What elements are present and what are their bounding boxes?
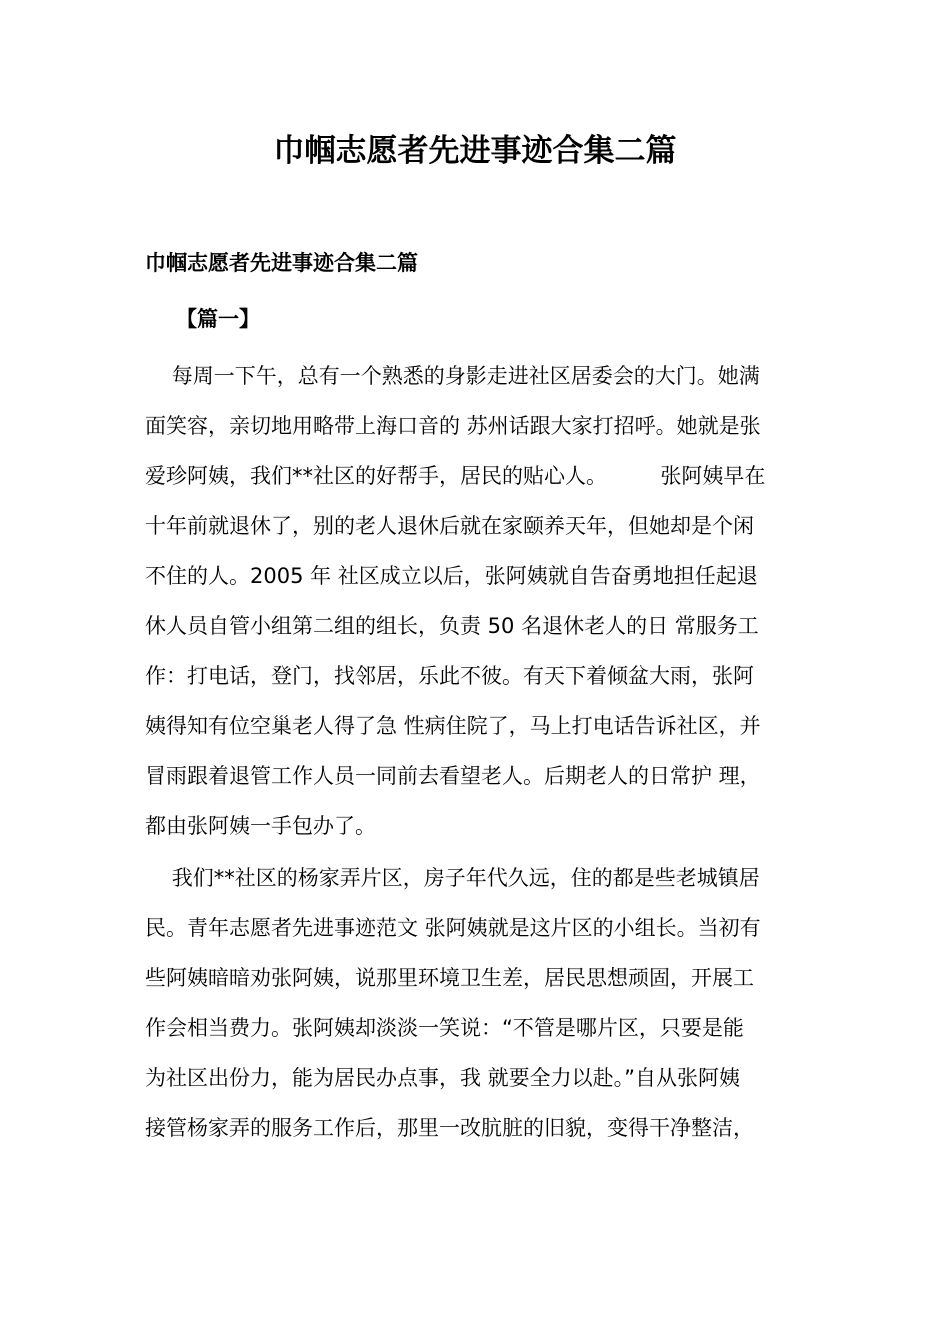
document-subtitle: 巾帼志愿者先进事迹合集二篇 bbox=[145, 251, 418, 275]
paragraph-line: 都由张阿姨一手包办了。 bbox=[145, 814, 376, 838]
paragraph-line: 作：打电话，登门，找邻居，乐此不彼。有天下着倾盆大雨，张阿 bbox=[145, 664, 754, 688]
paragraph-line: 十年前就退休了，别的老人退休后就在家颐养天年，但她却是个闲 bbox=[145, 514, 754, 538]
paragraph-line: 冒雨跟着退管工作人员一同前去看望老人。后期老人的日常护 理， bbox=[145, 764, 761, 788]
section-label: 【篇一】 bbox=[176, 307, 260, 331]
paragraph-line: 休人员自管小组第二组的组长，负责 50 名退休老人的日 常服务工 bbox=[145, 614, 759, 638]
paragraph-line: 为社区出份力，能为居民办点事，我 就要全力以赴。”自从张阿姨 bbox=[145, 1066, 741, 1090]
paragraph-line: 民。青年志愿者先进事迹范文 张阿姨就是这片区的小组长。当初有 bbox=[145, 916, 761, 940]
paragraph-line: 每周一下午，总有一个熟悉的身影走进社区居委会的大门。她满 bbox=[145, 364, 760, 388]
paragraph-line: 爱珍阿姨，我们**社区的好帮手，居民的贴心人。 张阿姨早在 bbox=[145, 464, 766, 488]
document-title: 巾帼志愿者先进事迹合集二篇 bbox=[273, 133, 677, 169]
paragraph-1 bbox=[145, 351, 805, 851]
paragraph-line: 不住的人。2005 年 社区成立以后，张阿姨就自告奋勇地担任起退 bbox=[145, 564, 758, 588]
paragraph-line: 面笑容，亲切地用略带上海口音的 苏州话跟大家打招呼。她就是张 bbox=[145, 414, 761, 438]
paragraph-line: 作会相当费力。张阿姨却淡淡一笑说：“不管是哪片区，只要是能 bbox=[145, 1016, 744, 1040]
paragraph-line: 些阿姨暗暗劝张阿姨，说那里环境卫生差，居民思想顽固，开展工 bbox=[145, 966, 754, 990]
paragraph-line: 我们**社区的杨家弄片区，房子年代久远，住的都是些老城镇居 bbox=[145, 866, 760, 890]
paragraph-2 bbox=[145, 853, 805, 1153]
paragraph-line: 姨得知有位空巢老人得了急 性病住院了，马上打电话告诉社区，并 bbox=[145, 714, 761, 738]
paragraph-line: 接管杨家弄的服务工作后，那里一改肮脏的旧貌，变得干净整洁， bbox=[145, 1116, 754, 1140]
